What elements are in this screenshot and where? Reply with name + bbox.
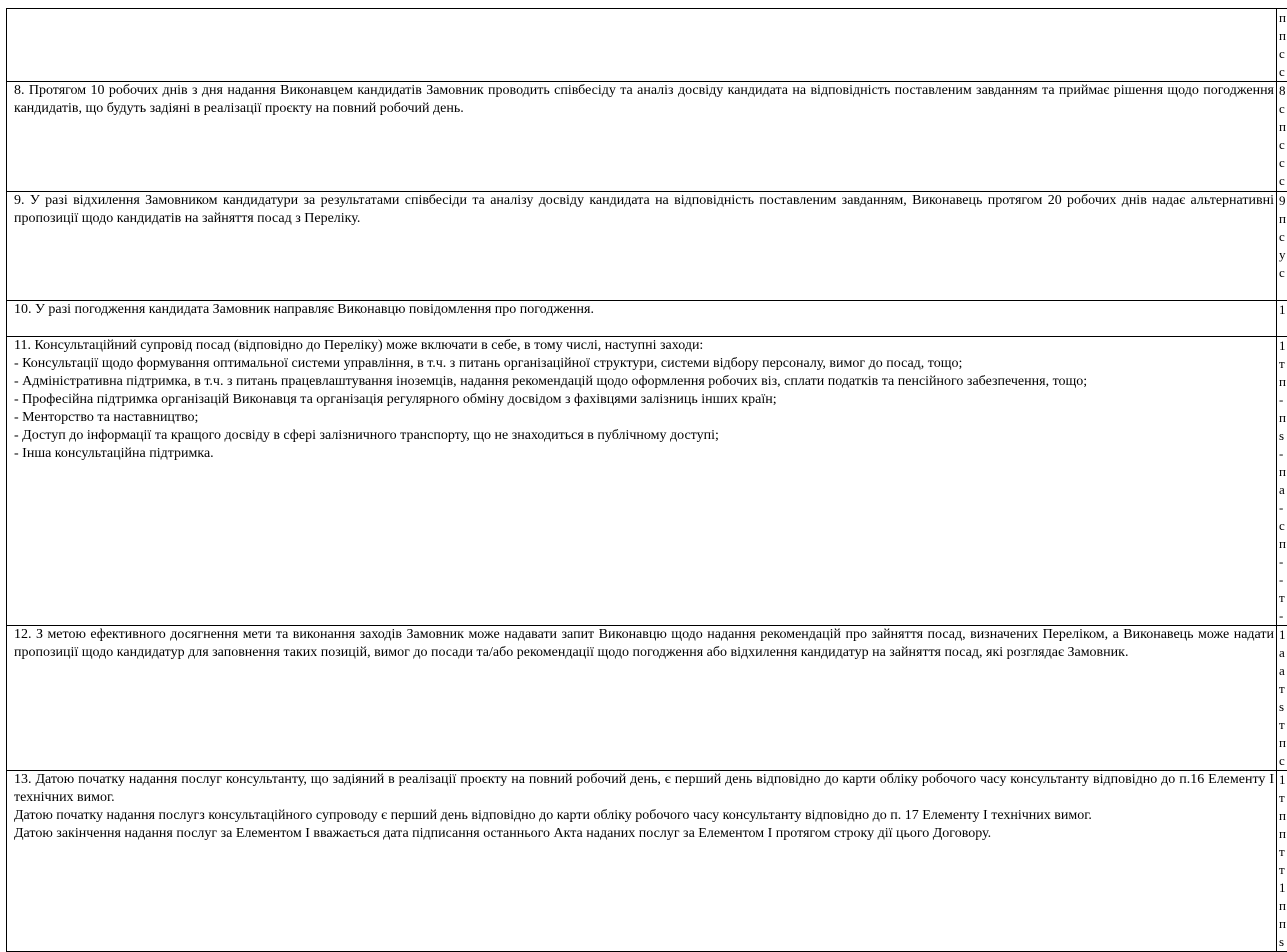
side-text-fragment: -: [1279, 553, 1287, 571]
side-text-fragment: с: [1279, 752, 1287, 770]
table-row: [7, 82, 1287, 192]
item-10-cell: [7, 301, 1277, 337]
side-column-cell: [1277, 192, 1287, 301]
item-13-cell: [7, 771, 1277, 952]
side-text-fragment: с: [1279, 63, 1287, 81]
item-12-text: 12. З метою ефективного досягнення мети та виконання заходів Замовник може надавати запит Виконавцю щодо надання рекомендацій про зайняття посад, визначених Переліком, а Виконавець може надати пропозиції щодо кандидатур для заповнення таких позицій, вимог до посади та/або рекомендації щодо погодження або відхилення кандидатур на зайняття посад, які розглядає Замовник.: [14, 626, 1274, 662]
item-11-bullet: - Доступ до інформації та кращого досвіду в сфері залізничного транспорту, що не знаходиться в публічному доступі;: [14, 427, 1274, 445]
side-text-fragment: т: [1279, 355, 1287, 373]
side-column-cell: [1277, 9, 1287, 82]
item-11-cell: [7, 337, 1277, 626]
item-9-text: 9. У разі відхилення Замовником кандидатури за результатами співбесіди та аналізу досвіду кандидата на відповідність поставленим завданням, Виконавець протягом 20 робочих днів надає альтернативні пропозиції щодо кандидатів на зайняття посад з Переліку.: [14, 192, 1274, 228]
side-text-fragment: s: [1279, 698, 1287, 716]
side-text-fragment: -: [1279, 571, 1287, 589]
side-text-fragment: т: [1279, 716, 1287, 734]
item-13-start-consultant: 13. Датою початку надання послуг консультанту, що задіяний в реалізації проєкту на повний робочий день, є перший день відповідно до карти обліку робочого часу консультанту відповідно до п.16 Елементу І технічних вимог.: [14, 771, 1274, 807]
side-text-fragment: с: [1279, 228, 1287, 246]
side-text-fragment: -: [1279, 391, 1287, 409]
side-text-fragment: т: [1279, 589, 1287, 607]
side-column-cell: [1277, 301, 1287, 337]
side-column-cell: [1277, 82, 1287, 192]
side-text-fragment: п: [1279, 807, 1287, 825]
side-text-fragment: п: [1279, 734, 1287, 752]
side-text-fragment: 1: [1279, 301, 1287, 319]
item-11-bullet: - Професійна підтримка організацій Виконавця та організація регулярного обміну досвідом з фахівцями залізниць інших країн;: [14, 391, 1274, 409]
item-11-bullet: - Адміністративна підтримка, в т.ч. з питань працевлаштування іноземців, надання рекомендацій щодо оформлення робочих віз, сплати податків та пенсійного забезпечення, тощо;: [14, 373, 1274, 391]
item-11-bullet: - Інша консультаційна підтримка.: [14, 445, 1274, 463]
side-text-fragment: п: [1279, 373, 1287, 391]
table-row: [7, 771, 1287, 952]
side-text-fragment: с: [1279, 264, 1287, 282]
table-row: [7, 9, 1287, 82]
side-text-fragment: с: [1279, 136, 1287, 154]
side-text-fragment: 1: [1279, 879, 1287, 897]
item-11-intro: 11. Консультаційний супровід посад (відповідно до Переліку) може включати в себе, в тому числі, наступні заходи:: [14, 337, 1274, 355]
side-text-fragment: т: [1279, 680, 1287, 698]
side-text-fragment: т: [1279, 861, 1287, 879]
side-column-cell: [1277, 626, 1287, 771]
requirements-table: [6, 8, 1287, 952]
table-row: [7, 301, 1287, 337]
item-8-cell: [7, 82, 1277, 192]
side-text-fragment: 9: [1279, 192, 1287, 210]
side-text-fragment: п: [1279, 210, 1287, 228]
item-11-bullet: - Менторство та наставництво;: [14, 409, 1274, 427]
item-9-cell: [7, 192, 1277, 301]
side-text-fragment: п: [1279, 463, 1287, 481]
side-text-fragment: п: [1279, 897, 1287, 915]
side-text-fragment: п: [1279, 118, 1287, 136]
side-text-fragment: 8: [1279, 82, 1287, 100]
item-13-start-support: Датою початку надання послугз консультаційного супроводу є перший день відповідно до карти обліку робочого часу консультанту відповідно до п. 17 Елементу І технічних вимог.: [14, 807, 1274, 825]
side-text-fragment: -: [1279, 445, 1287, 463]
side-text-fragment: п: [1279, 27, 1287, 45]
side-text-fragment: 1: [1279, 626, 1287, 644]
item-8-text: 8. Протягом 10 робочих днів з дня надання Виконавцем кандидатів Замовник проводить співбесіду та аналіз досвіду кандидата на відповідність поставленим завданням та приймає рішення щодо погодження кандидатів, що будуть задіяні в реалізації проєкту на повний робочий день.: [14, 82, 1274, 118]
side-text-fragment: п: [1279, 9, 1287, 27]
item-13-end-date: Датою закінчення надання послуг за Елементом І вважається дата підписання останнього Акта наданих послуг за Елементом І протягом строку дії цього Договору.: [14, 825, 1274, 843]
side-text-fragment: с: [1279, 154, 1287, 172]
side-text-fragment: s: [1279, 427, 1287, 445]
side-text-fragment: п: [1279, 409, 1287, 427]
side-text-fragment: с: [1279, 172, 1287, 190]
item-12-cell: [7, 626, 1277, 771]
side-text-fragment: s: [1279, 933, 1287, 951]
side-text-fragment: -: [1279, 607, 1287, 625]
side-text-fragment: -: [1279, 499, 1287, 517]
side-text-fragment: 1: [1279, 337, 1287, 355]
side-text-fragment: а: [1279, 644, 1287, 662]
row-empty-cell: [7, 9, 1277, 82]
side-text-fragment: п: [1279, 825, 1287, 843]
side-text-fragment: п: [1279, 535, 1287, 553]
side-text-fragment: а: [1279, 662, 1287, 680]
side-text-fragment: с: [1279, 45, 1287, 63]
side-text-fragment: с: [1279, 517, 1287, 535]
item-11-bullet: - Консультації щодо формування оптимальної системи управління, в т.ч. з питань організаційної структури, системи відбору персоналу, вимог до посад, тощо;: [14, 355, 1274, 373]
table-row: [7, 337, 1287, 626]
side-column-cell: [1277, 771, 1287, 952]
side-text-fragment: п: [1279, 915, 1287, 933]
side-column-cell: [1277, 337, 1287, 626]
item-10-text: 10. У разі погодження кандидата Замовник направляє Виконавцю повідомлення про погодження.: [14, 301, 1274, 319]
side-text-fragment: у: [1279, 246, 1287, 264]
table-row: [7, 626, 1287, 771]
side-text-fragment: т: [1279, 789, 1287, 807]
table-row: [7, 192, 1287, 301]
side-text-fragment: т: [1279, 843, 1287, 861]
side-text-fragment: 1: [1279, 771, 1287, 789]
side-text-fragment: с: [1279, 100, 1287, 118]
side-text-fragment: а: [1279, 481, 1287, 499]
